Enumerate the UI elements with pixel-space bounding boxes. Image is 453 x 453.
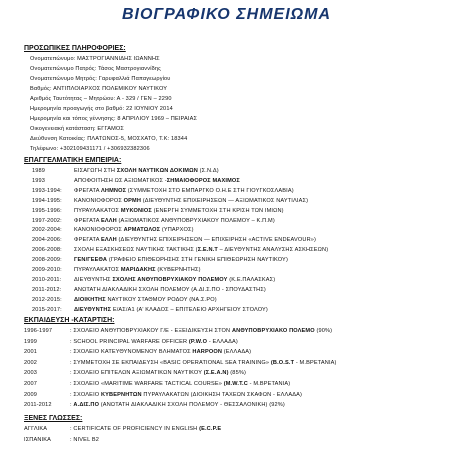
experience-row-text: ΠΥΡΑΥΛΑΚΑΤΟΣ — [74, 267, 121, 273]
experience-row-year: 2006-2008: — [32, 247, 62, 254]
experience-row — [74, 178, 240, 185]
personal-line: Ονοματεπώνυμο Πατρός: Τάσος Μαστρογιαννίδης — [30, 66, 161, 72]
experience-row-highlight: ΕΛΛΗ — [101, 237, 117, 244]
experience-row — [74, 257, 288, 264]
experience-row — [74, 277, 275, 284]
language-row-text: : NIVEL B2 — [70, 436, 99, 443]
experience-row — [74, 287, 266, 294]
education-row — [70, 349, 251, 356]
education-row-text: - Μ.ΒΡΕΤΑΝΙΑ) — [294, 359, 337, 366]
experience-row-text: ΑΝΩΤΑΤΗ ΔΙΑΚΛΑΔΙΚΗ ΣΧΟΛΗ ΠΟΛΕΜΟΥ (Α.ΔΙ.Σ.ΠΟ - ΣΠΟΥΔΑΣΤΗΣ) — [74, 286, 266, 293]
experience-row-text: (ΓΡΑΦΕΙΟ ΕΠΙΘΕΩΡΗΣΗΣ ΣΤΗ ΓΕΝΙΚΗ ΕΠΙΘΕΩΡΗΣΗ ΝΑΥΤΙΚΟΥ) — [107, 257, 288, 264]
experience-row-year: 2008-2009: — [32, 257, 62, 264]
education-row-highlight: HARPOON — [192, 349, 223, 356]
education-row-year: 2007 — [24, 381, 38, 387]
experience-row-text: (ΕΝΕΡΓΗ ΣΥΜΜΕΤΟΧΗ ΣΤΗ ΚΡΙΣΗ ΤΩΝ ΙΜΙΩΝ) — [151, 207, 284, 214]
experience-row-year: 1993 — [32, 177, 46, 184]
education-row-year: 2009 — [24, 391, 38, 398]
language-row-highlight: (E.C.P.E — [199, 426, 222, 432]
education-row-text: - ΕΛΛΑΔΑ) — [207, 338, 238, 345]
personal-line: Ονοματεπώνυμο: ΜΑΣΤΡΟΓΙΑΝΝΙΔΗΣ ΙΩΑΝΝΗΣ — [30, 56, 160, 62]
personal-line: Ονοματεπώνυμο Μητρός: Γαρυφαλλιά Παπαγεωργίου — [30, 76, 171, 82]
experience-row-highlight: ΓΕΝ/ΓΕΕΘΑ — [74, 257, 108, 264]
experience-row-year: 2015-2017: — [32, 306, 62, 313]
experience-row-year: 2004-2006: — [32, 237, 62, 244]
personal-line: Αριθμός Ταυτότητας – Μητρώου: Α - 329 / ΓΕΝ – 2290 — [30, 96, 172, 102]
experience-row-text: ΠΥΡΑΥΛΑΚΑΤΟΣ — [74, 207, 121, 214]
experience-row — [74, 198, 308, 205]
education-row-text: - Μ.ΒΡΕΤΑΝΙΑ) — [247, 381, 291, 387]
experience-row-highlight: ΕΛΛΗ — [101, 217, 117, 224]
experience-row — [74, 227, 194, 234]
experience-row-highlight: ΣΗΜΑΙΟΦΟΡΟΣ ΜΑΧΙΜΟΣ — [166, 177, 240, 184]
experience-row — [74, 247, 328, 254]
experience-row-highlight: ΑΡΜΑΤΩΛΟΣ — [123, 227, 161, 234]
education-row-text: : ΣΧΟΛΕΙΟ ΚΑΤΕΥΘΥΝΟΜΕΝΟΥ ΒΛΗΜΑΤΟΣ — [70, 349, 193, 356]
experience-row-text: – ΔΙΕΥΘΥΝΤΗΣ ΑΝΑΛΥΣΗΣ ΑΣΚΗΣΕΩΝ) — [217, 247, 329, 254]
experience-row-highlight: ΜΑΡΙΔΑΚΗΣ — [120, 267, 156, 273]
education-row-text: : ΣΧΟΛΕΙΟ — [70, 391, 101, 398]
experience-row — [74, 307, 268, 314]
experience-row-text: ΔΙΕΥΘΥΝΤΗΣ — [74, 276, 113, 283]
experience-row — [74, 267, 201, 274]
experience-row-year: 1993-1994: — [32, 187, 62, 194]
education-row-year: 2001 — [24, 349, 38, 356]
experience-row-highlight: ΣΧΟΛΗ ΝΑΥΤΙΚΩΝ ΔΟΚΙΜΩΝ — [116, 168, 198, 174]
education-row-text: ΠΥΡΑΥΛΑΚΑΤΩΝ (ΔΙΟΙΚΗΣΗ ΤΑΧΕΩΝ ΣΚΑΦΩΝ - ΕΛΛΑΔΑ) — [141, 391, 303, 398]
personal-line: Οικογενειακή κατάσταση: ΕΓΓΑΜΟΣ — [30, 126, 124, 132]
education-row-highlight: (Σ.Ε.Α.Ν) — [203, 370, 229, 377]
experience-row-text: (ΔΙΕΥΘΥΝΤΗΣ ΕΠΙΧΕΙΡΗΣΕΩΝ — ΕΠΙΧΕΙΡΗΣΗ «ACTIVE ENDEAVOUR») — [116, 237, 317, 244]
experience-row-year: 2011-2012: — [32, 286, 62, 293]
experience-row-year: 1994-1995: — [32, 197, 62, 204]
personal-heading: ΠΡΟΣΩΠΙΚΕΣ ΠΛΗΡΟΦΟΡΙΕΣ: — [24, 45, 126, 52]
education-row-highlight: ΑΝΘΥΠΟΒΡΥΧΙΑΚΟ ΠΟΛΕΜΟ — [231, 328, 315, 334]
education-row — [70, 339, 238, 346]
experience-row-year: 2002-2004: — [32, 227, 62, 234]
personal-line: Ημερομηνία και τόπος γέννησης: 8 ΑΠΡΙΛΙΟΥ 1969 – ΠΕΙΡΑΙΑΣ — [30, 116, 198, 122]
personal-line: Βαθμός: ΑΝΤΙΠΛΟΙΑΡΧΟΣ ΠΟΛΕΜΙΚΟΥ ΝΑΥΤΙΚΟΥ — [30, 86, 168, 92]
experience-row — [74, 297, 217, 304]
experience-row — [74, 218, 275, 225]
language-row — [70, 426, 221, 433]
experience-row-highlight: ΔΙΟΙΚΗΤΗΣ — [74, 296, 106, 303]
page-title: ΒΙΟΓΡΑΦΙΚΟ ΣΗΜΕΙΩΜΑ — [121, 6, 332, 23]
experience-row-year: 2009-2010: — [32, 267, 62, 273]
education-row-year: 1996-1997 — [24, 328, 53, 334]
languages-heading: ΞΕΝΕΣ ΓΛΩΣΣΕΣ: — [24, 415, 83, 422]
experience-row-text: ΣΧΟΛΗ ΕΞΑΣΚΗΣΕΩΣ ΝΑΥΤΙΚΗΣ ΤΑΚΤΙΚΗΣ ( — [74, 247, 198, 254]
personal-line: Τηλέφωνο: +302109431171 / +306932382306 — [30, 146, 150, 152]
experience-row — [74, 188, 294, 195]
language-row-year: ΑΓΓΛΙΚΑ — [24, 426, 48, 432]
education-row — [70, 381, 290, 388]
experience-row-highlight: ΟΡΜΗ — [123, 197, 142, 204]
education-row-highlight: ΚΥΒΕΡΝΗΤΩΝ — [100, 391, 142, 398]
language-row-text: : CERTIFICATE OF PROFICIENCY IN ENGLISH — [70, 426, 200, 432]
education-row-year: 1999 — [24, 338, 38, 345]
experience-row-year: 1989 — [32, 168, 46, 174]
experience-row-text: (ΥΠΑΡΧΟΣ) — [160, 227, 194, 234]
experience-row — [74, 208, 284, 215]
education-row — [70, 392, 302, 399]
education-row-year: 2011-2012 — [24, 402, 52, 409]
experience-row-highlight: Σ.Ε.Ν.Τ — [197, 247, 218, 254]
education-row-text: : ΣΧΟΛΕΙΟ ΑΝΘΥΠΟΒΡΥΧΙΑΚΟΥ Γ/Ε - ΕΞΕΙΔΙΚΕΥΣΗ ΣΤΟΝ — [70, 328, 232, 334]
education-row-text: (90%) — [314, 328, 333, 334]
experience-row-text: (ΑΞΙΩΜΑΤΙΚΟΣ ΑΝΘΥΠΟΒΡΥΧΙΑΚΟΥ ΠΟΛΕΜΟΥ – Κ.Π.Μ) — [116, 217, 275, 224]
education-row-text: (85%) — [228, 370, 246, 377]
education-row-highlight: Α.ΔΙΣ.ΠΟ — [73, 402, 100, 409]
experience-row-text: (ΣΥΜΜΕΤΟΧΗ ΣΤΟ ΕΜΠΑΡΓΚΟ Ο.Η.Ε ΣΤΗ ΓΙΟΥΓΚΟΣΛΑΒΙΑ) — [126, 187, 294, 194]
experience-row-text: ΦΡΕΓΑΤΑ — [74, 187, 101, 194]
education-row — [70, 328, 332, 335]
experience-row — [74, 168, 219, 175]
education-row — [70, 360, 337, 367]
education-row-text: (ΕΛΛΑΔΑ) — [222, 349, 252, 356]
experience-row-text: ΚΑΝΟΝΙΟΦΟΡΟΣ — [74, 227, 124, 234]
experience-row-text: (Σ.Ν.Δ) — [197, 168, 219, 174]
education-row — [70, 402, 285, 409]
experience-row-highlight: ΛΗΜΝΟΣ — [101, 187, 127, 194]
education-row-text: : — [70, 402, 74, 409]
education-row-year: 2002 — [24, 359, 38, 366]
experience-row — [74, 237, 316, 244]
experience-heading: ΕΠΑΓΓΕΛΜΑΤΙΚΗ ΕΜΠΕΙΡΙΑ: — [24, 157, 122, 164]
experience-row-year: 2010-2011: — [32, 276, 62, 283]
language-row — [70, 437, 99, 444]
experience-row-text: (Κ.Ε.ΠΑΛΑΣΚΑΣ) — [227, 276, 276, 283]
education-row-text: : SCHOOL PRINCIPAL WARFARE OFFICER — [70, 338, 189, 345]
education-row-text: : ΣΥΜΜΕΤΟΧΗ ΣΕ ΕΚΠΑΙΔΕΥΣΗ «BASIC OPERATIONAL SEA TRAINING» — [70, 359, 271, 366]
education-row — [70, 370, 246, 377]
experience-row-text: ΑΠΟΦΟΙΤΗΣΗ ΩΣ ΑΞΙΩΜΑΤΙΚΟΣ - — [74, 177, 167, 184]
personal-line: Ημερομηνία προαγωγής στο βαθμό: 22 ΙΟΥΝΙΟΥ 2014 — [30, 106, 173, 112]
education-row-highlight: (P.W.O — [188, 338, 208, 345]
experience-row-highlight: ΔΙΕΥΘΥΝΤΗΣ — [74, 306, 112, 313]
education-row-highlight: (M.W.T.C — [223, 381, 248, 387]
experience-row-year: 1997-2002: — [32, 217, 62, 224]
experience-row-text: ΦΡΕΓΑΤΑ — [74, 237, 101, 244]
experience-row-year: 2012-2015: — [32, 296, 62, 303]
experience-row-year: 1995-1996: — [32, 207, 62, 214]
experience-row-text: ΦΡΕΓΑΤΑ — [74, 217, 101, 224]
education-row-year: 2003 — [24, 370, 38, 377]
personal-line: Διεύθυνση Κατοικίας: ΠΛΑΤΩΝΟΣ-5, ΜΟΣΧΑΤΟ, Τ.Κ: 18344 — [30, 136, 188, 142]
language-row-year: ΙΣΠΑΝΙΚΑ — [24, 436, 52, 443]
education-row-highlight: (B.O.S.T — [270, 359, 295, 366]
education-heading: ΕΚΠΑΙΔΕΥΣΗ -ΚΑΤΑΡΤΙΣΗ: — [24, 317, 115, 324]
experience-row-text: (ΔΙΕΥΘΥΝΤΗΣ ΕΠΙΧΕΙΡΗΣΕΩΝ — ΑΞΙΩΜΑΤΙΚΟΣ ΝΑΥΤΙΛΙΑΣ) — [141, 197, 309, 204]
education-row-text: (ΑΝΩΤΑΤΗ ΔΙΑΚΛΑΔΙΚΗ ΣΧΟΛΗ ΠΟΛΕΜΟΥ - ΘΕΣΣΑΛΟΝΙΚΗ) (92%) — [99, 402, 285, 409]
experience-row-text: (ΚΥΒΕΡΝΗΤΗΣ) — [155, 267, 201, 273]
experience-row-highlight: ΜΥΚΟΝΙΟΣ — [120, 207, 152, 214]
education-row-text: : ΣΧΟΛΕΙΟ ΕΠΙΤΕΛΩΝ ΑΞΙΩΜΑΤΙΚΩΝ ΝΑΥΤΙΚΟΥ — [70, 370, 204, 377]
experience-row-text: ΕΙΣΑΓΩΓΗ ΣΤΗ — [74, 168, 117, 174]
experience-row-text: ΝΑΥΤΙΚΟΥ ΣΤΑΘΜΟΥ ΡΟΔΟΥ (ΝΑ.Σ.ΡΟ) — [105, 296, 217, 303]
education-row-text: : ΣΧΟΛΕΙΟ «MARITIME WARFARE TACTICAL COURSE» — [70, 381, 224, 387]
experience-row-text: ΚΑΝΟΝΙΟΦΟΡΟΣ — [74, 197, 124, 204]
experience-row-highlight: ΣΧΟΛΗΣ ΑΝΘΥΠΟΒΡΥΧΙΑΚΟΥ ΠΟΛΕΜΟΥ — [112, 276, 228, 283]
experience-row-text: Ε/ΑΣ/Α1 (Α' ΚΛΑΔΟΣ – ΕΠΙΤΕΛΕΙΟ ΑΡΧΗΓΕΙΟΥ ΣΤΟΛΟΥ) — [111, 306, 268, 313]
